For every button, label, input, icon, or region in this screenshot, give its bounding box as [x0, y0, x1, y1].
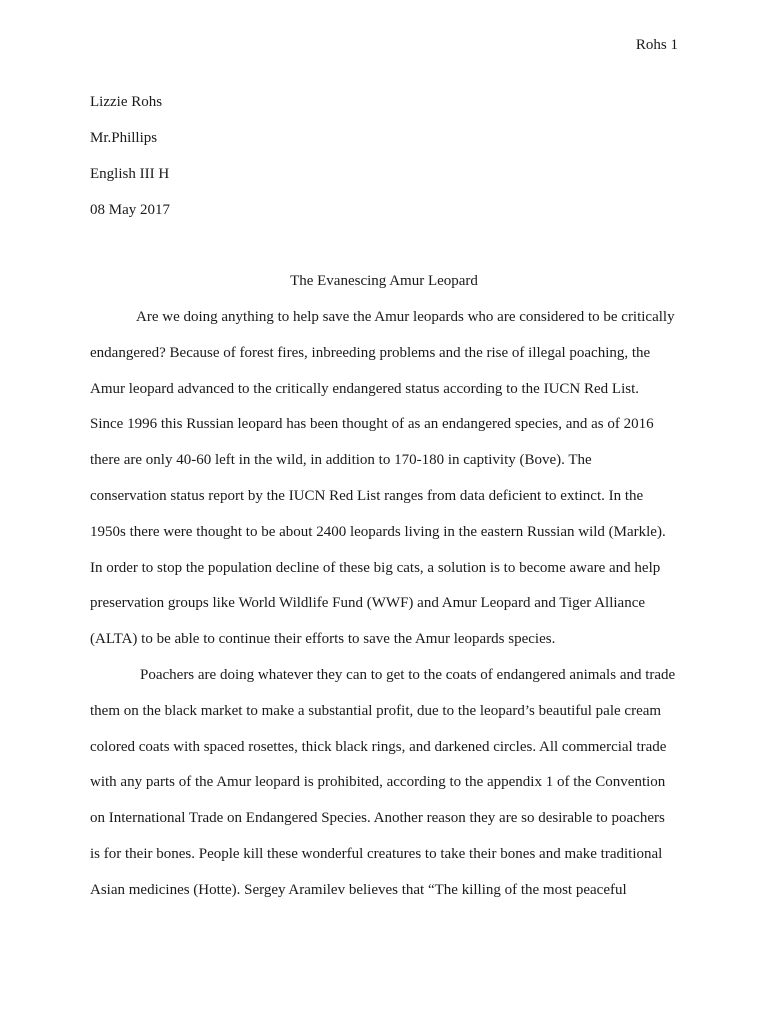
text-line: conservation status report by the IUCN Red List ranges from data deficient to extinct. In the: [90, 487, 644, 504]
text-line: In order to stop the population decline of these big cats, a solution is to become aware and help: [90, 559, 661, 576]
paragraph-1: [90, 307, 690, 665]
running-header: Rohs 1: [635, 37, 678, 53]
course-name: English III H: [90, 166, 170, 182]
text-line: colored coats with spaced rosettes, thick black rings, and darkened circles. All commercial trade: [90, 738, 667, 755]
essay-title: The Evanescing Amur Leopard: [290, 273, 478, 289]
text-line: endangered? Because of forest fires, inbreeding problems and the rise of illegal poaching, the: [90, 344, 651, 361]
text-line: on International Trade on Endangered Species. Another reason they are so desirable to poachers: [90, 810, 665, 827]
text-line: (ALTA) to be able to continue their efforts to save the Amur leopards species.: [90, 631, 556, 648]
text-line: there are only 40-60 left in the wild, in addition to 170-180 in captivity (Bove). The: [90, 452, 592, 469]
text-line: is for their bones. People kill these wonderful creatures to take their bones and make traditional: [90, 845, 663, 862]
text-line: Since 1996 this Russian leopard has been thought of as an endangered species, and as of 2016: [90, 416, 654, 433]
text-line: Asian medicines (Hotte). Sergey Aramilev believes that “The killing of the most peaceful: [90, 881, 627, 898]
text-line: preservation groups like World Wildlife Fund (WWF) and Amur Leopard and Tiger Alliance: [90, 595, 646, 612]
text-line: Amur leopard advanced to the critically endangered status according to the IUCN Red List.: [90, 380, 639, 397]
teacher-name: Mr.Phillips: [90, 130, 158, 146]
essay-date: 08 May 2017: [90, 202, 170, 218]
essay-body: [90, 307, 690, 916]
text-line: with any parts of the Amur leopard is prohibited, according to the appendix 1 of the Convention: [90, 774, 666, 791]
text-line: them on the black market to make a substantial profit, due to the leopard’s beautiful pale cream: [90, 702, 662, 719]
paragraph-2: [90, 665, 690, 916]
text-line: Poachers are doing whatever they can to get to the coats of endangered animals and trade: [140, 666, 676, 683]
mla-heading: [90, 92, 678, 236]
text-line: Are we doing anything to help save the Amur leopards who are considered to be critically: [136, 309, 675, 325]
student-name: Lizzie Rohs: [90, 94, 163, 110]
text-line: 1950s there were thought to be about 2400 leopards living in the eastern Russian wild (Markle).: [90, 523, 666, 540]
